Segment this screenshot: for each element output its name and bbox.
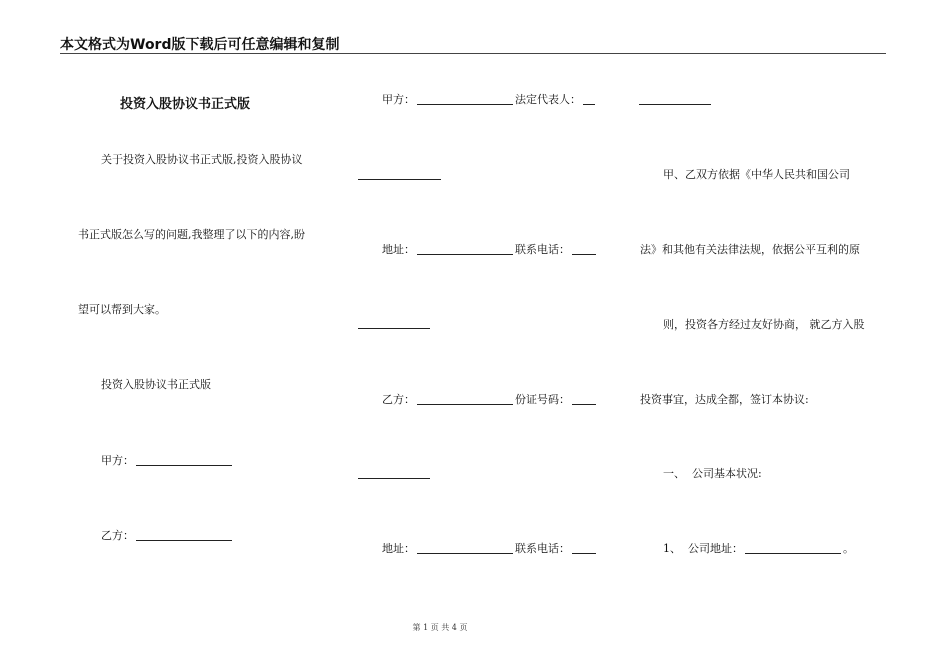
- col2-party-a-row: [382, 93, 597, 107]
- col2-party-b-row: [382, 393, 598, 407]
- address-label: 地址：: [382, 243, 415, 256]
- col2-address-row-2: [382, 542, 598, 556]
- document-title: 投资入股协议书正式版: [120, 97, 251, 112]
- party-a-label: 甲方：: [101, 454, 134, 467]
- section-heading-1: 一、 公司基本状况:: [663, 467, 762, 480]
- clause-line-2: 法》和其他有关法律法规，依据公平互利的原: [640, 243, 860, 256]
- company-address-blank: [745, 543, 841, 554]
- company-address-row: [663, 542, 854, 556]
- clause-line-3: 则，投资各方经过友好协商， 就乙方入股: [663, 318, 865, 331]
- legal-rep-continuation-line: [639, 104, 711, 105]
- party-a-blank: [136, 455, 232, 466]
- phone-label: 联系电话：: [515, 542, 570, 555]
- phone-label: 联系电话：: [515, 243, 570, 256]
- party-b-blank: [417, 394, 513, 405]
- legal-rep-continuation-line: [358, 179, 441, 180]
- subtitle: 投资入股协议书正式版: [101, 378, 211, 391]
- id-number-label: 份证号码：: [515, 393, 570, 406]
- phone-continuation-line: [358, 328, 430, 329]
- id-number-blank: [572, 394, 596, 405]
- party-b-blank: [136, 530, 232, 541]
- address-blank: [417, 543, 513, 554]
- legal-rep-blank: [583, 94, 595, 105]
- col1-party-b-row: [101, 529, 234, 543]
- intro-line-3: 望可以帮到大家。: [78, 303, 166, 316]
- clause-line-1: 甲、乙双方依据《中华人民共和国公司: [663, 168, 850, 181]
- party-b-label: 乙方：: [382, 393, 415, 406]
- phone-blank: [572, 543, 596, 554]
- party-a-label: 甲方：: [382, 93, 415, 106]
- id-number-continuation-line: [358, 478, 430, 479]
- intro-line-1: 关于投资入股协议书正式版,投资入股协议: [101, 153, 303, 166]
- page-number: 第 1 页 共 4 页: [412, 623, 468, 632]
- party-a-blank: [417, 94, 513, 105]
- address-label: 地址：: [382, 542, 415, 555]
- header-divider: [60, 53, 886, 54]
- document-header: 本文格式为Word版下载后可任意编辑和复制: [60, 37, 340, 53]
- phone-blank: [572, 244, 596, 255]
- company-address-label: 1、 公司地址：: [663, 542, 743, 555]
- address-blank: [417, 244, 513, 255]
- col1-party-a-row: [101, 454, 234, 468]
- legal-rep-label: 法定代表人：: [515, 93, 581, 106]
- intro-line-2: 书正式版怎么写的问题,我整理了以下的内容,盼: [78, 228, 305, 241]
- clause-line-4: 投资事宜，达成全都，签订本协议:: [640, 393, 809, 406]
- company-address-period: 。: [843, 542, 854, 555]
- party-b-label: 乙方：: [101, 529, 134, 542]
- col2-address-row-1: [382, 243, 598, 257]
